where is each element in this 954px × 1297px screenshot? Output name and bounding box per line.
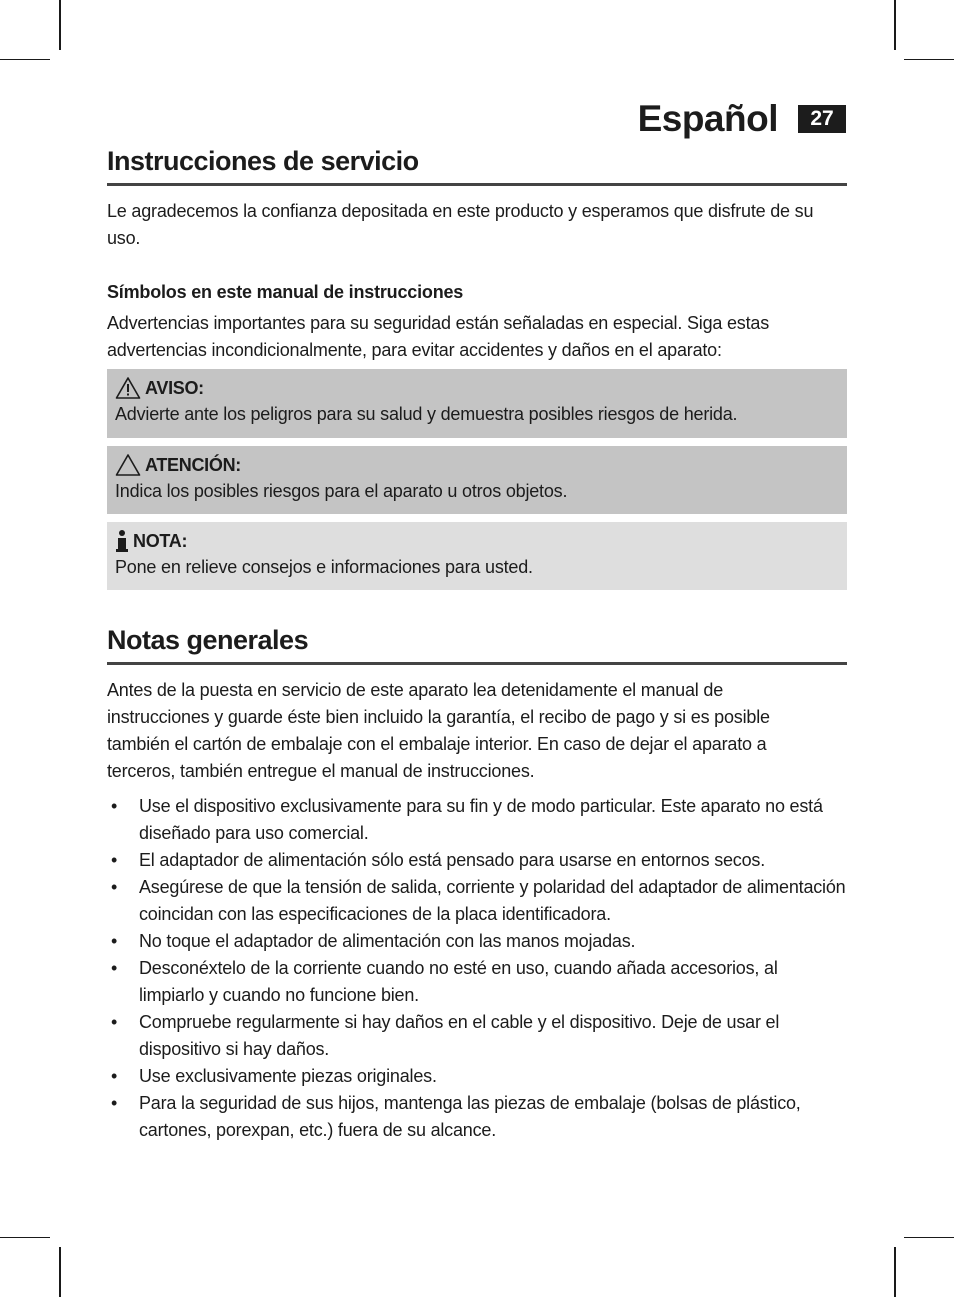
list-item: • Use exclusivamente piezas originales. xyxy=(111,1066,437,1086)
warning-box-text: Advierte ante los peligros para su salud y demuestra posibles riesgos de herida. xyxy=(115,404,738,424)
crop-mark-bottom-left-vertical xyxy=(59,1247,61,1297)
list-item: • Desconéxtelo de la corriente cuando no esté en uso, cuando añada accesorios, al limpiarlo y cuando no funcione bien. xyxy=(111,958,778,1005)
symbols-heading: Símbolos en este manual de instrucciones xyxy=(107,282,464,302)
crop-mark-bottom-right-vertical xyxy=(894,1247,896,1297)
safety-bullet-list xyxy=(107,793,847,1144)
list-item: • Asegúrese de que la tensión de salida, corriente y polaridad del adaptador de alimentación coincidan con las especificaciones de la placa identificadora. xyxy=(111,877,846,924)
warning-box-title: ATENCIÓN: xyxy=(145,455,241,475)
intro-paragraph: Le agradecemos la confianza depositada en este producto y esperamos que disfrute de su uso. xyxy=(107,201,814,248)
section-title-instrucciones: Instrucciones de servicio xyxy=(107,146,847,186)
note-box-nota xyxy=(107,522,847,590)
general-notes-paragraph: Antes de la puesta en servicio de este aparato lea detenidamente el manual de instrucciones y guarde éste bien incluido la garantía, el recibo de pago y si es posible también el cartón de embalaje con el embalaje interior. En caso de dejar el aparato a terceros, también entregue el manual de instrucciones. xyxy=(107,680,770,781)
list-item: • El adaptador de alimentación sólo está pensado para usarse en entornos secos. xyxy=(111,850,766,870)
warning-box-text: Indica los posibles riesgos para el aparato u otros objetos. xyxy=(115,481,568,501)
note-box-title: NOTA: xyxy=(133,531,188,551)
crop-mark-top-right-horizontal xyxy=(904,59,954,60)
warning-triangle-icon xyxy=(115,453,141,477)
warning-box-atencion xyxy=(107,446,847,514)
page-header xyxy=(638,98,846,140)
symbols-paragraph: Advertencias importantes para su seguridad están señaladas en especial. Siga estas advertencias incondicionalmente, para evitar accidentes y daños en el aparato: xyxy=(107,313,770,360)
crop-mark-bottom-left-horizontal xyxy=(0,1237,50,1238)
language-title: Español xyxy=(637,98,778,139)
crop-mark-top-left-horizontal xyxy=(0,59,50,60)
crop-mark-bottom-right-horizontal xyxy=(904,1237,954,1238)
page-number-badge: 27 xyxy=(798,105,846,133)
list-item: • Para la seguridad de sus hijos, mantenga las piezas de embalaje (bolsas de plástico, cartones, porexpan, etc.) fuera de su alcance. xyxy=(111,1093,801,1140)
warning-triangle-icon xyxy=(115,376,141,400)
section-title-notas-generales: Notas generales xyxy=(107,625,847,665)
warning-box-aviso xyxy=(107,369,847,438)
list-item: • Use el dispositivo exclusivamente para su fin y de modo particular. Este aparato no está diseñado para uso comercial. xyxy=(111,796,823,843)
note-box-text: Pone en relieve consejos e informaciones para usted. xyxy=(115,557,533,577)
info-icon xyxy=(115,529,129,553)
crop-mark-top-left-vertical xyxy=(59,0,61,50)
list-item: • No toque el adaptador de alimentación con las manos mojadas. xyxy=(111,931,636,951)
list-item: • Compruebe regularmente si hay daños en el cable y el dispositivo. Deje de usar el dispositivo si hay daños. xyxy=(111,1012,780,1059)
warning-box-title: AVISO: xyxy=(145,378,204,398)
crop-mark-top-right-vertical xyxy=(894,0,896,50)
